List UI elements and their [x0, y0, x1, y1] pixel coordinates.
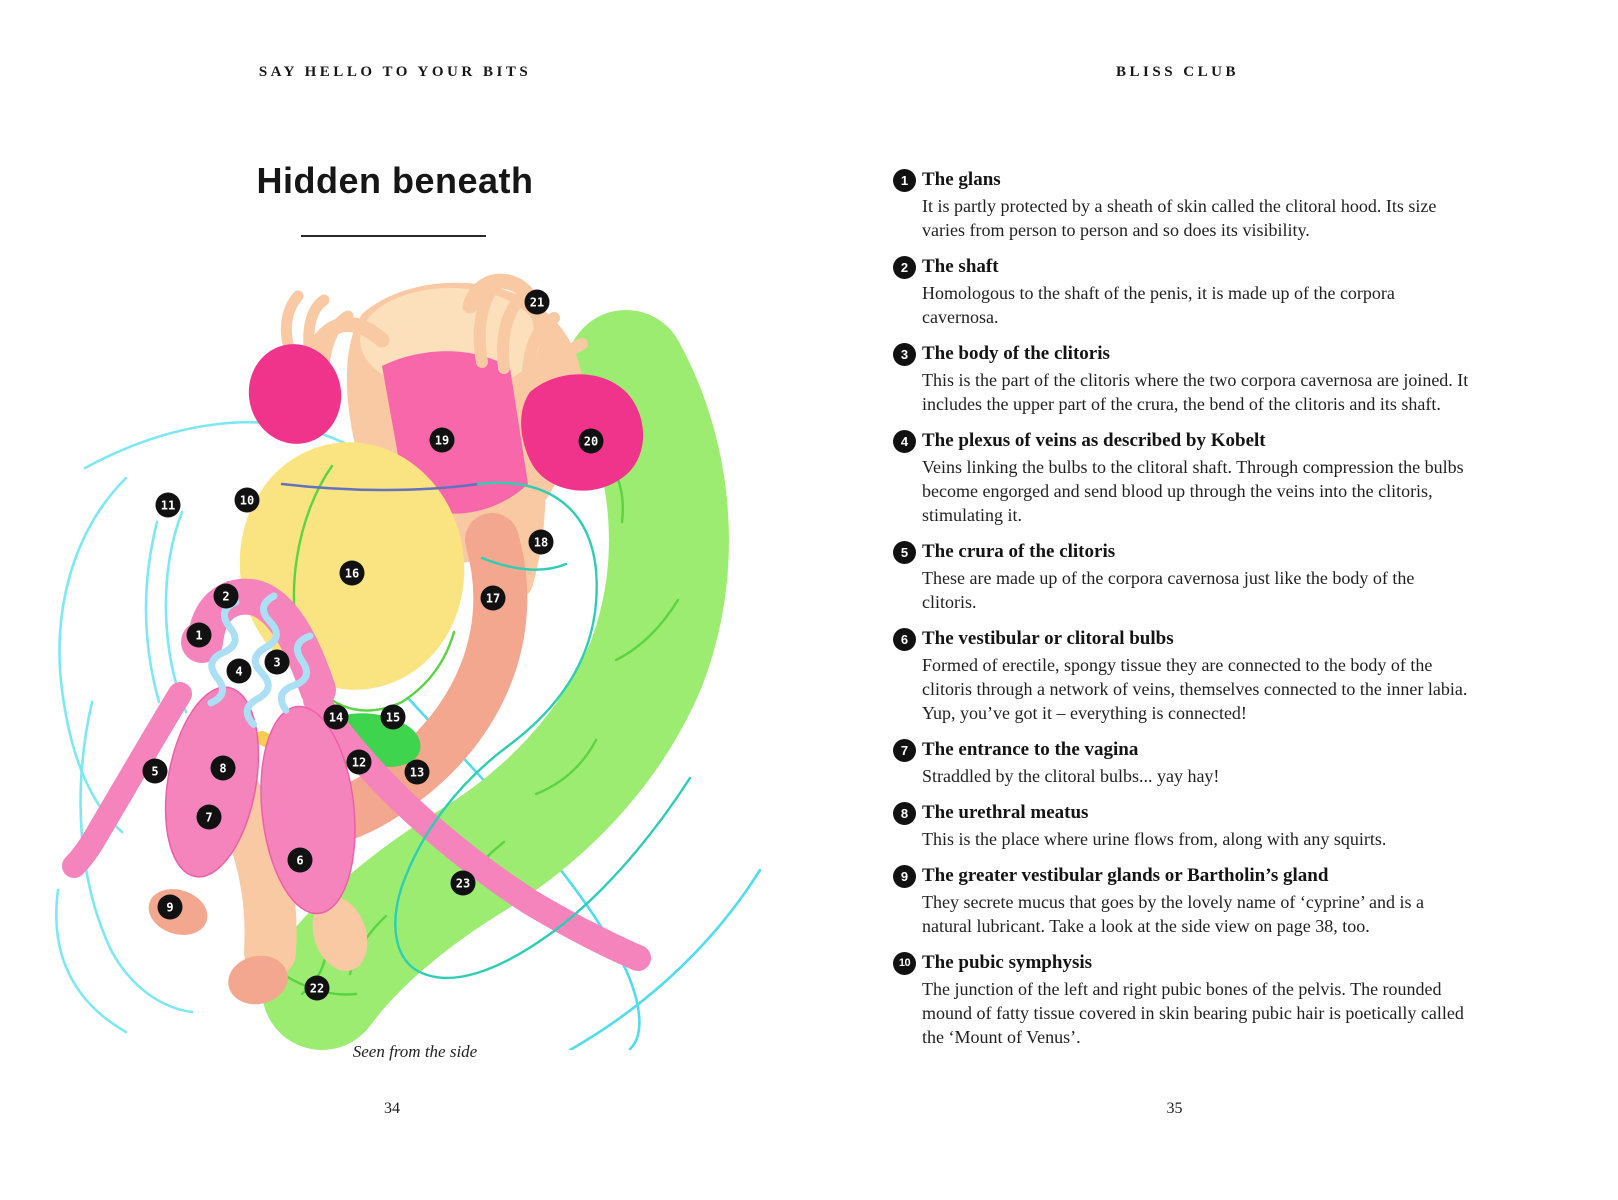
list-item — [893, 255, 1473, 329]
figure-marker-number: 11 — [160, 498, 176, 513]
item-title: The body of the clitoris — [922, 343, 1110, 364]
list-item — [893, 342, 1473, 416]
figure-marker-number: 15 — [385, 710, 401, 725]
item-text — [922, 429, 1473, 527]
item-body: Formed of erectile, spongy tissue they are connected to the body of the clitoris through a network of veins, themselves connected to the inner labia. Yup, you’ve got it – everything is connected! — [922, 655, 1468, 723]
list-item — [893, 801, 1473, 851]
list-item — [893, 168, 1473, 242]
item-text — [922, 342, 1473, 416]
item-number-badge: 3 — [893, 343, 916, 366]
item-body: Straddled by the clitoral bulbs... yay hay! — [922, 766, 1220, 786]
item-number-badge: 10 — [893, 952, 916, 975]
running-head-left: SAY HELLO TO YOUR BITS — [258, 64, 532, 80]
item-text — [922, 255, 1473, 329]
item-title: The vestibular or clitoral bulbs — [922, 628, 1174, 649]
list-item — [893, 429, 1473, 527]
item-number-badge: 4 — [893, 430, 916, 453]
figure-marker-number: 10 — [239, 493, 255, 508]
figure-marker-number: 3 — [273, 655, 281, 670]
item-text — [922, 738, 1473, 788]
item-title: The plexus of veins as described by Kobelt — [922, 430, 1266, 451]
anatomy-illustration — [30, 270, 770, 1050]
list-item — [893, 540, 1473, 614]
figure-marker-number: 19 — [434, 433, 450, 448]
page-title: Hidden beneath — [256, 160, 534, 201]
figure-marker-number: 7 — [205, 810, 213, 825]
figure-marker-number: 20 — [583, 434, 599, 449]
figure-marker-number: 5 — [151, 764, 159, 779]
item-number-badge: 2 — [893, 256, 916, 279]
running-head-right: BLISS CLUB — [1116, 64, 1239, 80]
item-title: The urethral meatus — [922, 802, 1089, 823]
item-text — [922, 540, 1473, 614]
item-list — [893, 168, 1473, 1062]
figure-marker-number: 23 — [455, 876, 471, 891]
item-body: They secrete mucus that goes by the lovely name of ‘cyprine’ and is a natural lubricant. Take a look at the side view on page 38, too. — [922, 892, 1424, 936]
list-item — [893, 951, 1473, 1049]
item-number-badge: 8 — [893, 802, 916, 825]
list-item — [893, 864, 1473, 938]
item-title: The pubic symphysis — [922, 952, 1093, 973]
figure-marker-number: 1 — [195, 628, 203, 643]
item-body: Veins linking the bulbs to the clitoral shaft. Through compression the bulbs become engorged and send blood up through the veins into the clitoris, stimulating it. — [922, 457, 1464, 525]
item-title: The entrance to the vagina — [922, 739, 1139, 760]
item-number-badge: 1 — [893, 169, 916, 192]
item-text — [922, 627, 1473, 725]
list-item — [893, 738, 1473, 788]
item-body: This is the part of the clitoris where the two corpora cavernosa are joined. It includes the upper part of the crura, the bend of the clitoris and its shaft. — [922, 370, 1469, 414]
item-number-badge: 6 — [893, 628, 916, 651]
item-title: The glans — [922, 169, 1001, 190]
item-text — [922, 864, 1473, 938]
item-text — [922, 951, 1473, 1049]
title-rule — [301, 235, 486, 237]
item-number-badge: 9 — [893, 865, 916, 888]
page-right — [809, 0, 1618, 1200]
figure-marker-number: 13 — [409, 765, 425, 780]
anatomy-figure — [30, 270, 770, 1050]
item-text — [922, 801, 1473, 851]
list-item — [893, 627, 1473, 725]
figure-marker-number: 14 — [328, 710, 344, 725]
figure-marker-number: 18 — [533, 535, 549, 550]
figure-marker-number: 9 — [166, 900, 174, 915]
item-text — [922, 168, 1473, 242]
page-number-right: 35 — [1166, 1100, 1183, 1117]
figure-marker-number: 16 — [344, 566, 360, 581]
item-number-badge: 7 — [893, 739, 916, 762]
item-title: The crura of the clitoris — [922, 541, 1116, 562]
figure-marker-number: 8 — [219, 761, 227, 776]
item-body: The junction of the left and right pubic bones of the pelvis. The rounded mound of fatty tissue covered in skin bearing pubic hair is poetically called the ‘Mount of Venus’. — [922, 979, 1464, 1047]
item-body: These are made up of the corpora cavernosa just like the body of the clitoris. — [922, 568, 1415, 612]
figure-marker-number: 6 — [296, 853, 304, 868]
figure-marker-number: 4 — [235, 664, 243, 679]
figure-caption: Seen from the side — [352, 1042, 478, 1061]
item-number-badge: 5 — [893, 541, 916, 564]
figure-marker-number: 22 — [309, 981, 325, 996]
figure-marker-number: 2 — [222, 589, 230, 604]
item-body: Homologous to the shaft of the penis, it is made up of the corpora cavernosa. — [922, 283, 1395, 327]
figure-marker-number: 21 — [529, 295, 545, 310]
figure-marker-number: 12 — [351, 755, 367, 770]
page-number-left: 34 — [384, 1100, 400, 1117]
item-title: The shaft — [922, 256, 999, 277]
figure-marker-number: 17 — [485, 591, 501, 606]
item-body: This is the place where urine flows from, along with any squirts. — [922, 829, 1387, 849]
item-title: The greater vestibular glands or Bartholin’s gland — [922, 865, 1329, 886]
item-body: It is partly protected by a sheath of skin called the clitoral hood. Its size varies from person to person and so does its visibility. — [922, 196, 1437, 240]
